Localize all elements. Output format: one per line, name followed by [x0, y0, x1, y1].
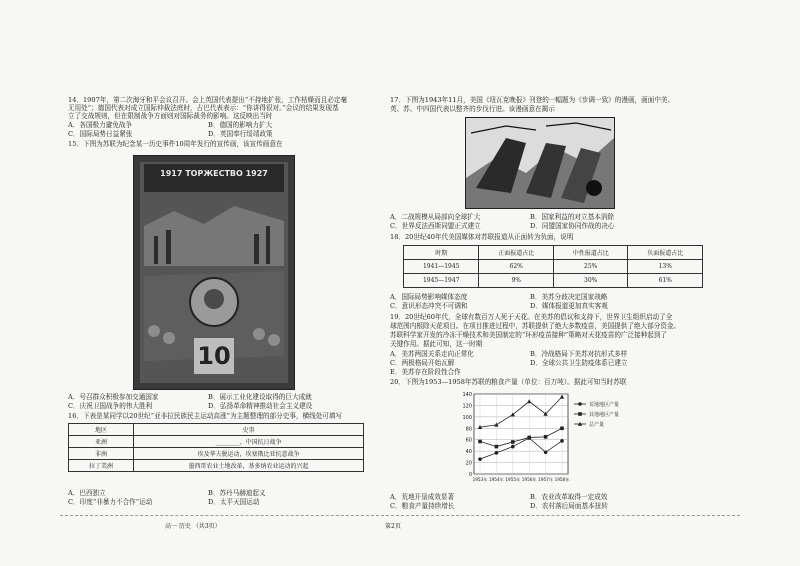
q14-stem-line-2: 无用处”；德国代表对成立国际仲裁法庭时，占巴代表表示：“你讲得很对。”会议的结果发现基: [68, 104, 339, 112]
q18-option-b: B．美苏分歧决定国家战略: [530, 293, 608, 301]
q16-option-c: C．印度“非暴力不合作”运动: [68, 498, 153, 506]
legend-marker: [578, 402, 582, 406]
table-row: [69, 448, 364, 460]
table-header-cell: 负面报道占比: [628, 246, 703, 260]
q17-option-c: C．世界反法西斯同盟正式建立: [390, 222, 481, 230]
chart-grid: [474, 394, 568, 474]
legend-label: 其他地区产量: [589, 412, 620, 418]
q19-stem-line-2: 球范围内根除天花项目。在项目推进过程中，苏联提供了绝大多数疫苗，美国提供了绝大部分资金。: [390, 322, 681, 330]
q18-option-d: D．媒体报道更加真实客观: [530, 302, 608, 310]
q15-stem: 15．下图为苏联为纪念某一历史事件10周年发行的宣传画，该宣传画意在: [68, 140, 283, 148]
legend-marker: [578, 412, 582, 416]
table-cell: 1941—1945: [404, 260, 479, 274]
q14-option-c: C．国际局势日益紧张: [68, 130, 133, 138]
q15-option-c: C．庆祝卫国战争的伟大胜利: [68, 402, 153, 410]
data-point: [495, 445, 499, 449]
y-tick-label: 100: [462, 414, 472, 421]
table-cell: 1945—1947: [404, 274, 479, 288]
table-cell: 25%: [553, 260, 628, 274]
y-tick-label: 20: [465, 460, 472, 467]
table-cell: 61%: [628, 274, 703, 288]
x-tick-label: 1955年: [505, 477, 521, 482]
data-point: [560, 439, 564, 443]
q19-option-a: A．美苏两国关系走向正常化: [390, 350, 474, 358]
poster-header-text: 1917 ТОРЖЕСТВО 1927: [160, 169, 268, 178]
soviet-poster-image: [133, 155, 295, 390]
table-cell: 墨西哥农业土地改革，基多纳农业运动的兴起: [134, 460, 364, 472]
q14-stem-line-1: 14．1907年，第二次海牙和平会议召开。会上英国代表提出“不持地扩张，工作枯燥而且必定毫: [68, 96, 348, 104]
q17-option-b: B．国家利益的对立基本消除: [530, 213, 614, 221]
table-row: [69, 436, 364, 448]
table-header-cell: 时期: [404, 246, 479, 260]
cartoon-image: [465, 117, 615, 209]
q18-option-a: A．国际局势影响媒体态度: [390, 293, 468, 301]
footer-subject: 高一 历史 （共3页）: [165, 523, 221, 530]
q19-option-d: D．全球公共卫生防疫体系已建立: [530, 359, 628, 367]
q19-stem-line-4: 关键作用。据此可知，这一时期: [390, 340, 483, 348]
q16-option-a: A．巴西独立: [68, 489, 106, 497]
table-row: [404, 274, 703, 288]
y-tick-label: 80: [465, 426, 472, 433]
data-point: [560, 426, 564, 430]
q18-table: [403, 245, 703, 288]
q14-option-b: B．德国的影响力扩大: [208, 121, 273, 129]
table-cell: 亚洲: [69, 436, 134, 448]
q20-stem: 20．下图为1953—1958年苏联的粮食产量（单位：百万吨）。据此可知当时苏联: [390, 378, 627, 386]
x-tick-label: 1954年: [488, 477, 504, 482]
q17-stem-line-2: 英、苏、中四国代表以整齐的步伐行进。该漫画意在揭示: [390, 105, 555, 113]
table-cell: ________、中国抗日战争: [134, 436, 364, 448]
q18-option-c: C．意识形态冲突不可调和: [390, 302, 468, 310]
data-point: [495, 451, 499, 455]
q18-stem: 18．20世纪40年代美国媒体对苏联报道从正面转为负面，说明: [390, 233, 574, 241]
q16-stem: 16．下表是某同学以20世纪“亚非拉民族民主运动高涨”为主题整理的部分史事，横线处可填写: [68, 412, 343, 420]
data-point: [511, 440, 515, 444]
table-cell: 非洲: [69, 448, 134, 460]
x-tick-label: 1953年: [472, 477, 488, 482]
table-row: [404, 260, 703, 274]
q15-option-b: B．展示工业化建设取得的巨大成就: [208, 393, 312, 401]
table-cell: 62%: [479, 260, 554, 274]
table-cell: 9%: [479, 274, 554, 288]
grain-output-chart: [450, 390, 642, 486]
table-cell: 埃及华夫脱运动，埃塞俄比亚抗意战争: [134, 448, 364, 460]
q14-option-d: D．英国奉行绥靖政策: [208, 130, 273, 138]
q19-option-b: B．冷战格局下美苏对抗形式多样: [530, 350, 628, 358]
q16-table: [68, 423, 364, 472]
plot-area: [474, 394, 568, 474]
q15-option-a: A．号召群众积极参加交通国家: [68, 393, 159, 401]
q17-option-a: A．二战规模从局部向全球扩大: [390, 213, 481, 221]
x-tick-label: 1957年: [538, 477, 554, 482]
q16-option-d: D．太平天国运动: [208, 498, 260, 506]
q14-stem-line-3: 立了交战规则，但在限制战争方面则对国际裁务的影响。这反映出当时: [68, 112, 273, 120]
q17-option-d: D．同盟国家协同作战的决心: [530, 222, 615, 230]
q17-stem-line-1: 17．下图为1943年11月，美国《纽瓦克晚报》刊登的一幅题为《步调一致》的漫画，画面中美、: [390, 96, 675, 104]
footer-page-number: 第2页: [385, 523, 401, 530]
data-point: [511, 445, 515, 449]
q19-option-c: C．两极格局开始瓦解: [390, 359, 455, 367]
table-cell: 拉丁美洲: [69, 460, 134, 472]
y-tick-label: 140: [462, 392, 472, 398]
q14-option-a: A．各国极力避免战争: [68, 121, 133, 129]
q15-option-d: D．弘扬革命精神推动社会主义建设: [208, 402, 313, 410]
y-tick-label: 40: [465, 449, 472, 456]
footer-divider: [60, 515, 740, 516]
y-tick-label: 60: [465, 437, 472, 444]
y-tick-label: 120: [462, 403, 472, 410]
legend-label: 荒地地区产量: [589, 402, 620, 408]
y-tick-label: 0: [468, 472, 472, 478]
legend-label: 总产量: [589, 422, 605, 428]
x-tick-label: 1958年: [554, 477, 570, 482]
table-header-region: 地区: [69, 424, 134, 436]
q20-option-c: C．粮食产量持续增长: [390, 502, 455, 510]
q20-option-a: A．荒地开垦成效显著: [390, 493, 455, 501]
table-row: [69, 460, 364, 472]
table-header-cell: 中性报道占比: [553, 246, 628, 260]
data-point: [544, 450, 548, 454]
table-header-row: [69, 424, 364, 436]
chart-legend: [574, 401, 619, 428]
q16-option-b: B．苏丹马赫迪起义: [208, 489, 266, 497]
table-header-cell: 正面报道占比: [479, 246, 554, 260]
q19-stem-line-1: 19．20世纪60年代，全球有数百万人死于天花。在美苏的倡议和支持下，世界卫生组织启动了全: [390, 313, 673, 321]
q20-option-b: B．农业改革取得一定成效: [530, 493, 608, 501]
table-header-row: [404, 246, 703, 260]
poster-number: 10: [197, 342, 231, 370]
x-tick-label: 1956年: [521, 477, 537, 482]
data-point: [544, 435, 548, 439]
table-header-event: 史事: [134, 424, 364, 436]
data-point: [478, 457, 482, 461]
data-point: [527, 436, 531, 440]
q19-stem-line-3: 苏联科学家开发的冷冻干燥技术和美国制定的“环形疫苗接种”策略对天花疫苗的广泛接种起到了: [390, 331, 668, 339]
data-point: [478, 440, 482, 444]
table-cell: 30%: [553, 274, 628, 288]
q20-option-d: D．农村落后局面基本扭转: [530, 502, 608, 510]
table-cell: 13%: [628, 260, 703, 274]
q19-option-e: E．美苏存在阶段性合作: [390, 368, 461, 376]
